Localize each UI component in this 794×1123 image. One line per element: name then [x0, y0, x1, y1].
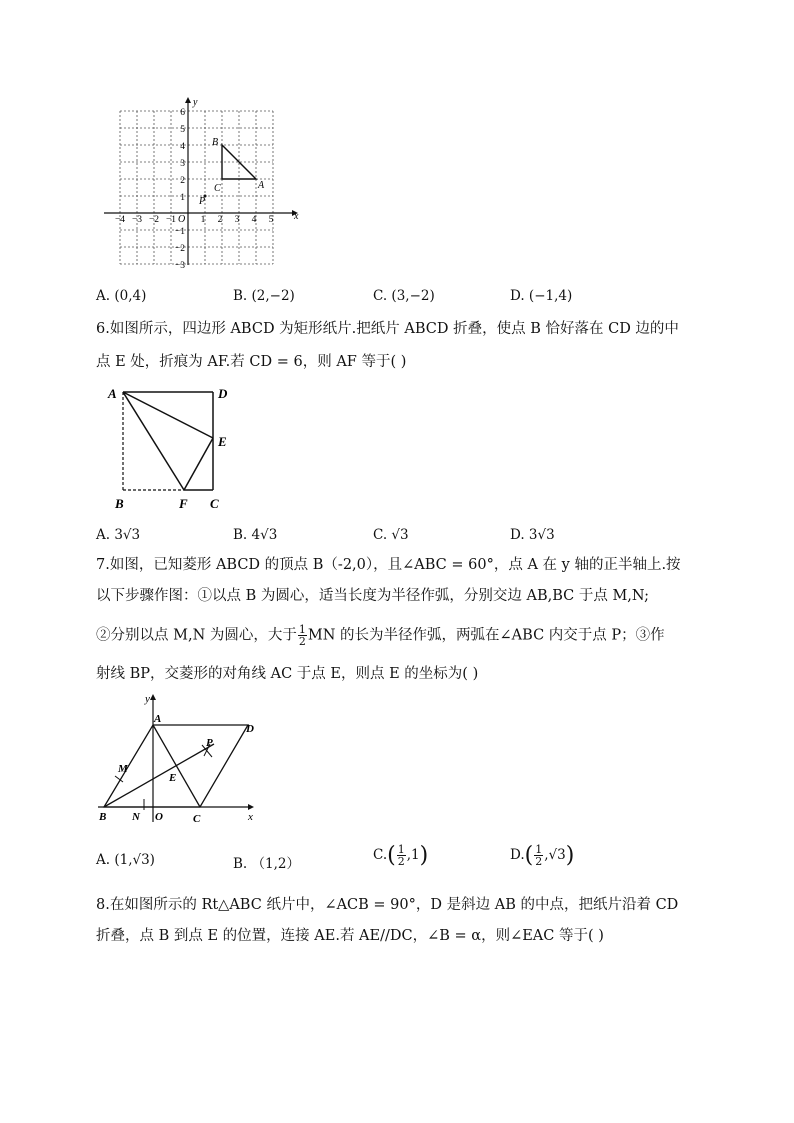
y-tick: 3: [180, 159, 185, 169]
q7-line3-part1: ②分别以点 M,N 为圆心，大于: [96, 627, 297, 644]
frac-numerator: 1: [397, 843, 405, 856]
label-d: D: [218, 386, 228, 401]
frac-denominator: 2: [535, 855, 543, 868]
fraction-one-half: [534, 844, 543, 867]
frac-numerator: 1: [535, 843, 543, 856]
q6-stem-line1: [96, 319, 679, 339]
q7-option-d-tail: ,√3: [544, 847, 566, 863]
label-b: B: [99, 811, 107, 823]
label-d: D: [246, 723, 254, 735]
y-axis-label: y: [193, 97, 198, 108]
q7-option-c-prefix: C.: [373, 847, 388, 863]
label-x: x: [248, 811, 253, 823]
y-tick: 2: [180, 176, 185, 186]
x-tick: 1: [200, 215, 206, 225]
triangle-abc: [222, 145, 256, 179]
q7-option-b[interactable]: B. （1,2）: [233, 856, 300, 872]
frac-denominator: 2: [397, 855, 405, 868]
label-e: E: [218, 434, 227, 449]
q7-option-d-prefix: D.: [510, 847, 525, 863]
q6-option-a[interactable]: A. 3√3: [96, 527, 141, 543]
fraction-one-half: [397, 844, 406, 867]
q6-text: 如图所示，四边形 ABCD 为矩形纸片.把纸片 ABCD 折叠，使点 B 恰好落在 CD 边的中: [109, 321, 679, 337]
q6-number: 6.: [96, 321, 110, 337]
y-tick: −1: [174, 227, 185, 237]
q7-rhombus-figure: [96, 692, 266, 827]
label-p: P: [206, 737, 213, 749]
label-c: C: [193, 813, 201, 825]
q7-option-d[interactable]: D.( $\frac{1}{2}$ ,√3): [510, 843, 575, 868]
origin-label: O: [178, 214, 186, 225]
q7-line3-part2: MN 的长为半径作弧，两弧在∠ABC 内交于点 P；③作: [307, 627, 665, 644]
y-tick: 1: [180, 193, 185, 203]
label-c: C: [210, 496, 219, 511]
label-y: y: [145, 693, 150, 705]
point-label-b: B: [212, 137, 219, 148]
q5-option-b[interactable]: B. (2,−2): [233, 288, 295, 304]
q6-option-d[interactable]: D. 3√3: [510, 527, 555, 543]
x-tick: −2: [148, 215, 160, 225]
point-label-a: A: [258, 180, 265, 191]
label-e: E: [169, 772, 177, 784]
q6-option-c[interactable]: C. √3: [373, 527, 409, 543]
y-tick: 5: [180, 125, 185, 135]
x-tick: 4: [251, 215, 257, 225]
label-f: F: [179, 496, 188, 511]
q7-stem-line3: [96, 624, 665, 647]
point-label-c: C: [214, 183, 221, 194]
point-label-p: P: [199, 196, 206, 207]
fraction-one-half: [298, 624, 307, 647]
frac-numerator: 1: [298, 623, 306, 636]
x-axis-label: x: [294, 211, 299, 222]
label-n: N: [132, 811, 140, 823]
x-tick: −4: [114, 215, 126, 225]
label-a: A: [154, 713, 162, 725]
q6-rectangle-figure: [100, 380, 240, 515]
y-tick: 4: [180, 142, 185, 152]
q5-option-c[interactable]: C. (3,−2): [373, 288, 435, 304]
label-a: A: [108, 386, 117, 401]
q7-stem-line4: 射线 BP，交菱形的对角线 AC 于点 E，则点 E 的坐标为( ): [96, 666, 479, 682]
q8-stem-line1: 8.在如图所示的 Rt△ABC 纸片中，∠ACB = 90°，D 是斜边 AB 的中点，把纸片沿着 CD: [96, 897, 679, 913]
q5-option-a[interactable]: A. (0,4): [96, 288, 147, 304]
q7-option-a[interactable]: A. (1,√3): [96, 852, 155, 868]
frac-denominator: 2: [298, 635, 306, 648]
q5-coordinate-grid-figure: [100, 95, 300, 275]
y-tick: 6: [180, 108, 185, 118]
q5-option-d[interactable]: D. (−1,4): [510, 288, 573, 304]
q6-stem-line2: 点 E 处，折痕为 AF.若 CD = 6，则 AF 等于( ): [96, 354, 407, 370]
q7-option-c[interactable]: C.( $\frac{1}{2}$ ,1): [373, 843, 429, 868]
q8-stem-line2: 折叠，点 B 到点 E 的位置，连接 AE.若 AE//DC，∠B = α，则∠EAC 等于( ): [96, 928, 604, 944]
x-tick: 5: [268, 215, 274, 225]
q6-option-b[interactable]: B. 4√3: [233, 527, 278, 543]
y-tick: −2: [174, 244, 185, 254]
label-b: B: [115, 496, 124, 511]
x-tick: 3: [234, 215, 240, 225]
y-tick: −3: [174, 261, 185, 271]
q7-option-c-tail: ,1: [406, 847, 420, 863]
label-o: O: [155, 811, 163, 823]
label-m: M: [118, 763, 128, 775]
x-tick: −1: [165, 215, 177, 225]
q7-stem-line2: 以下步骤作图：①以点 B 为圆心，适当长度为半径作弧，分别交边 AB,BC 于点 M,N;: [96, 588, 649, 604]
x-tick: 2: [217, 215, 223, 225]
x-tick: −3: [131, 215, 143, 225]
q7-stem-line1: 7.如图，已知菱形 ABCD 的顶点 B（-2,0），且∠ABC = 60°，点 A 在 y 轴的正半轴上.按: [96, 557, 681, 573]
